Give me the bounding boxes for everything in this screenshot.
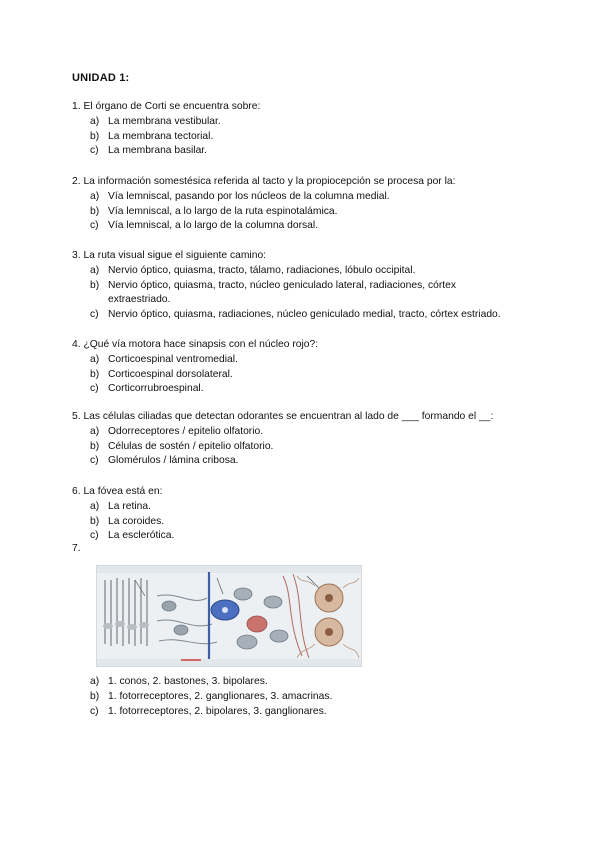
retina-cell-layers-diagram — [97, 566, 361, 666]
option-b[interactable] — [72, 440, 542, 455]
option-c[interactable] — [72, 705, 542, 720]
option-text: Odorreceptores / epitelio olfatorio. — [108, 425, 264, 437]
option-letter: b) — [90, 368, 100, 380]
question-7-options — [72, 675, 542, 719]
option-text: Nervio óptico, quiasma, tracto, núcleo geniculado lateral, radiaciones, córtex extraestriado. — [108, 279, 456, 306]
option-letter: a) — [90, 500, 100, 512]
option-letter: c) — [90, 383, 99, 395]
option-text: Corticorrubroespinal. — [108, 383, 204, 395]
option-text: 1. fotorreceptores, 2. bipolares, 3. ganglionares. — [108, 705, 327, 717]
option-a[interactable] — [72, 115, 542, 130]
option-text: Corticoespinal ventromedial. — [108, 353, 238, 365]
question-stem: 1. El órgano de Corti se encuentra sobre: — [72, 101, 261, 112]
option-text: Vía lemniscal, a lo largo de la ruta espinotalámica. — [108, 205, 338, 217]
question-6 — [72, 485, 542, 544]
option-letter: b) — [90, 440, 100, 452]
option-a[interactable] — [72, 190, 542, 205]
question-stem: 6. La fóvea está en: — [72, 486, 163, 497]
option-letter: c) — [90, 220, 99, 232]
option-letter: c) — [90, 145, 99, 157]
question-stem: 4. ¿Qué vía motora hace sinapsis con el núcleo rojo?: — [72, 339, 319, 350]
question-5 — [72, 410, 542, 469]
option-b[interactable] — [72, 515, 542, 530]
question-stem: 2. La información somestésica referida al tacto y la propiocepción se procesa por la: — [72, 176, 456, 187]
option-text: La membrana vestibular. — [108, 115, 221, 127]
question-2 — [72, 175, 542, 234]
option-text: Vía lemniscal, pasando por los núcleos de la columna medial. — [108, 190, 390, 202]
option-text: La esclerótica. — [108, 530, 175, 542]
option-letter: a) — [90, 115, 100, 127]
option-c[interactable] — [72, 144, 542, 159]
question-stem: 5. Las células ciliadas que detectan odorantes se encuentran al lado de ___ formando el __: — [72, 411, 494, 422]
option-letter: c) — [90, 705, 99, 717]
option-a[interactable] — [72, 425, 542, 440]
option-letter: c) — [90, 455, 99, 467]
retina-figure — [96, 565, 362, 667]
option-c[interactable] — [72, 382, 542, 397]
option-letter: a) — [90, 264, 100, 276]
option-text: Glomérulos / lámina cribosa. — [108, 455, 239, 467]
option-letter: b) — [90, 515, 100, 527]
option-letter: a) — [90, 353, 100, 365]
option-letter: a) — [90, 676, 100, 687]
option-letter: b) — [90, 205, 100, 217]
question-4 — [72, 338, 542, 397]
unit-heading: UNIDAD 1: — [72, 72, 130, 84]
option-letter: c) — [90, 530, 99, 542]
option-a[interactable] — [72, 675, 542, 690]
option-text: La retina. — [108, 500, 151, 512]
option-c[interactable] — [72, 219, 542, 234]
option-letter: a) — [90, 190, 100, 202]
option-text: Corticoespinal dorsolateral. — [108, 368, 233, 380]
option-c[interactable] — [72, 454, 542, 469]
option-b[interactable] — [72, 368, 542, 383]
option-letter: c) — [90, 309, 99, 321]
option-text: La membrana tectorial. — [108, 130, 214, 142]
question-stem: 3. La ruta visual sigue el siguiente camino: — [72, 250, 267, 261]
option-letter: b) — [90, 130, 100, 142]
option-text: Nervio óptico, quiasma, tracto, tálamo, radiaciones, lóbulo occipital. — [108, 264, 416, 276]
option-a[interactable] — [72, 500, 542, 515]
option-text: Vía lemniscal, a lo largo de la columna dorsal. — [108, 220, 319, 232]
option-text: La coroides. — [108, 515, 165, 527]
option-b[interactable] — [72, 130, 542, 145]
option-letter: b) — [90, 690, 100, 702]
option-c[interactable] — [72, 308, 542, 323]
option-text: Células de sostén / epitelio olfatorio. — [108, 440, 274, 452]
question-3 — [72, 249, 542, 323]
option-b[interactable] — [72, 279, 542, 309]
option-a[interactable] — [72, 353, 542, 368]
option-letter: a) — [90, 425, 100, 437]
option-letter: b) — [90, 279, 100, 291]
option-text: 1. conos, 2. bastones, 3. bipolares. — [108, 676, 268, 687]
option-text: La membrana basilar. — [108, 145, 208, 157]
option-b[interactable] — [72, 205, 542, 220]
option-a[interactable] — [72, 264, 542, 279]
option-text: Nervio óptico, quiasma, radiaciones, núcleo geniculado medial, tracto, córtex estriado. — [108, 309, 501, 321]
question-1 — [72, 100, 542, 159]
option-text: 1. fotorreceptores, 2. ganglionares, 3. amacrinas. — [108, 690, 333, 702]
option-b[interactable] — [72, 690, 542, 705]
question-7-stem: 7. — [72, 543, 81, 554]
